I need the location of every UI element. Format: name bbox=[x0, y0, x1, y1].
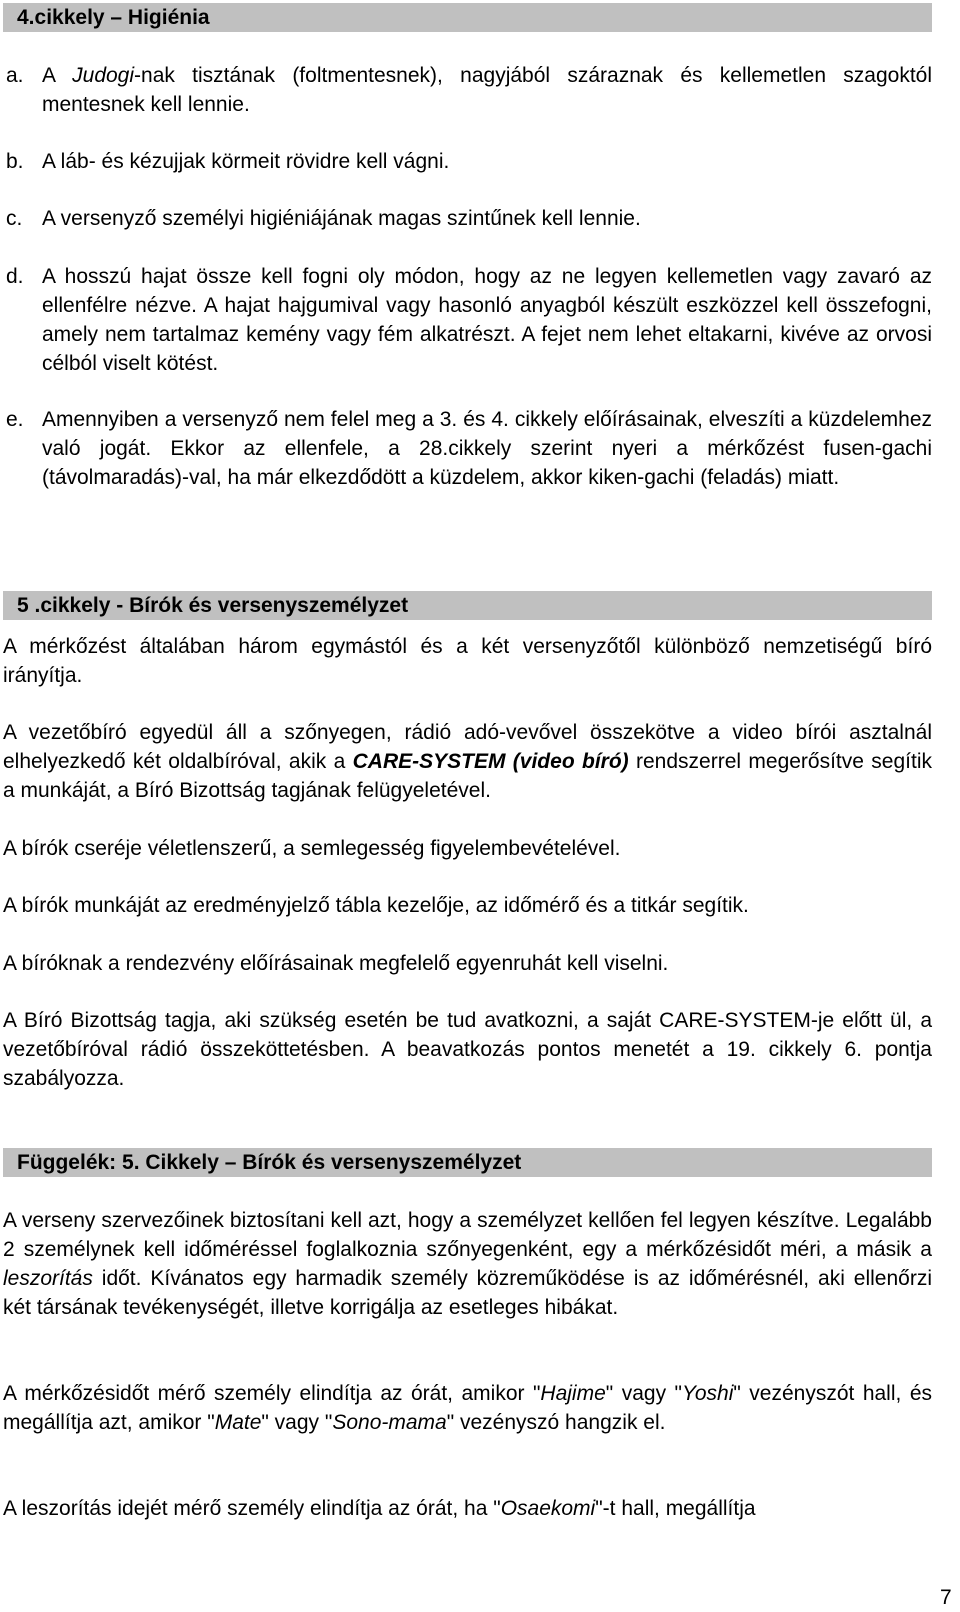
yoshi-term: Yoshi bbox=[682, 1382, 734, 1405]
list-item-label: a. bbox=[6, 64, 24, 87]
section-5-paragraph-1: A mérkőzést általában három egymástól és a két versenyzőtől különböző nemzetiségű bíró irányítja. bbox=[3, 635, 932, 687]
list-item-e bbox=[6, 405, 932, 492]
list-item-label: e. bbox=[6, 408, 24, 431]
section-5-paragraph-2: A vezetőbíró egyedül áll a szőnyegen, rádió adó-vevővel összekötve a video bírói asztalnál elhelyezkedő két oldalbíróval, akik a CARE-SYSTEM (video bíró) rendszerrel megerősítve segítik a munkáját, a Bíró Bizottság tagjának felügyeletével. bbox=[3, 721, 932, 802]
appendix-paragraph-1: A verseny szervezőinek biztosítani kell azt, hogy a személyzet kellően fel legyen készítve. Legalább 2 személynek kell időméréssel foglalkoznia szőnyegenként, egy a mérkőzésidőt méri, a másik a leszorítás időt. Kívánatos egy harmadik személy közreműködése is az időmérésnél, aki ellenőrzi két társának tevékenységét, illetve korrigálja az esetleges hibákat. bbox=[3, 1209, 932, 1319]
list-item-a bbox=[6, 61, 932, 119]
list-item-text: A láb- és kézujjak körmeit rövidre kell vágni. bbox=[42, 150, 450, 173]
appendix-paragraph-3: A leszorítás idejét mérő személy elindítja az órát, ha "Osaekomi"-t hall, megállítja bbox=[3, 1497, 756, 1520]
appendix-heading bbox=[3, 1148, 932, 1177]
list-item-label: b. bbox=[6, 150, 24, 173]
mate-term: Mate bbox=[214, 1411, 262, 1434]
appendix-paragraph-2: A mérkőzésidőt mérő személy elindítja az órát, amikor "Hajime" vagy "Yoshi" vezényszót hall, és megállítja azt, amikor "Mate" vagy "Sono-mama" vezényszó hangzik el. bbox=[3, 1382, 932, 1434]
list-item-label: c. bbox=[6, 207, 23, 230]
osaekomi-term: Osaekomi bbox=[500, 1497, 596, 1520]
list-item-text: A hosszú hajat össze kell fogni oly módon, hogy az ne legyen kellemetlen vagy zavaró az ellenfélre nézve. A hajat hajgumival vagy hasonló anyagból készült eszközzel kell összefogni, amely nem tartalmaz kemény vagy fém alkatrészt. A fejet nem lehet eltakarni, kivéve az orvosi célból viselt kötést. bbox=[42, 265, 932, 375]
section-5-paragraph-4: A bírók munkáját az eredményjelző tábla kezelője, az időmérő és a titkár segítik. bbox=[3, 894, 749, 917]
section-5-paragraph-5: A bíróknak a rendezvény előírásainak megfelelő egyenruhát kell viselni. bbox=[3, 952, 669, 975]
section-5-heading bbox=[3, 591, 932, 620]
leszoritas-term: leszorítás bbox=[3, 1267, 93, 1290]
section-5-paragraph-6: A Bíró Bizottság tagja, aki szükség esetén be tud avatkozni, a saját CARE-SYSTEM-je előtt ül, a vezetőbíróval rádió összeköttetésben. A beavatkozás pontos menetét a 19. cikkely 6. pontja szabályozza. bbox=[3, 1009, 932, 1090]
sono-mama-term: Sono-mama bbox=[332, 1411, 447, 1434]
page-number: 7 bbox=[940, 1586, 952, 1609]
section-5-paragraph-3: A bírók cseréje véletlenszerű, a semlegesség figyelembevételével. bbox=[3, 837, 621, 860]
list-item-b bbox=[6, 147, 932, 176]
appendix-heading-text: Függelék: 5. Cikkely – Bírók és versenyszemélyzet bbox=[17, 1151, 522, 1174]
list-item-d bbox=[6, 262, 932, 378]
list-item-c bbox=[6, 204, 932, 233]
list-item-label: d. bbox=[6, 265, 24, 288]
section-4-heading bbox=[3, 3, 932, 32]
section-4-heading-text: 4.cikkely – Higiénia bbox=[17, 6, 210, 29]
list-item-text: A Judogi-nak tisztának (foltmentesnek), nagyjából száraznak és kellemetlen szagoktól mentesnek kell lennie. bbox=[42, 64, 933, 116]
hajime-term: Hajime bbox=[540, 1382, 606, 1405]
care-system-term: CARE-SYSTEM (video bíró) bbox=[352, 750, 629, 773]
judogi-term: Judogi bbox=[72, 64, 135, 87]
list-item-text: A versenyző személyi higiéniájának magas szintűnek kell lennie. bbox=[42, 207, 641, 230]
list-item-text: Amennyiben a versenyző nem felel meg a 3. és 4. cikkely előírásainak, elveszíti a küzdelemhez való jogát. Ekkor az ellenfele, a 28.cikkely szerint nyeri a mérkőzést fusen-gachi (távolmaradás)-val, ha már elkezdődött a küzdelem, akkor kiken-gachi (feladás) miatt. bbox=[42, 408, 932, 489]
section-5-heading-text: 5 .cikkely - Bírók és versenyszemélyzet bbox=[17, 594, 409, 617]
